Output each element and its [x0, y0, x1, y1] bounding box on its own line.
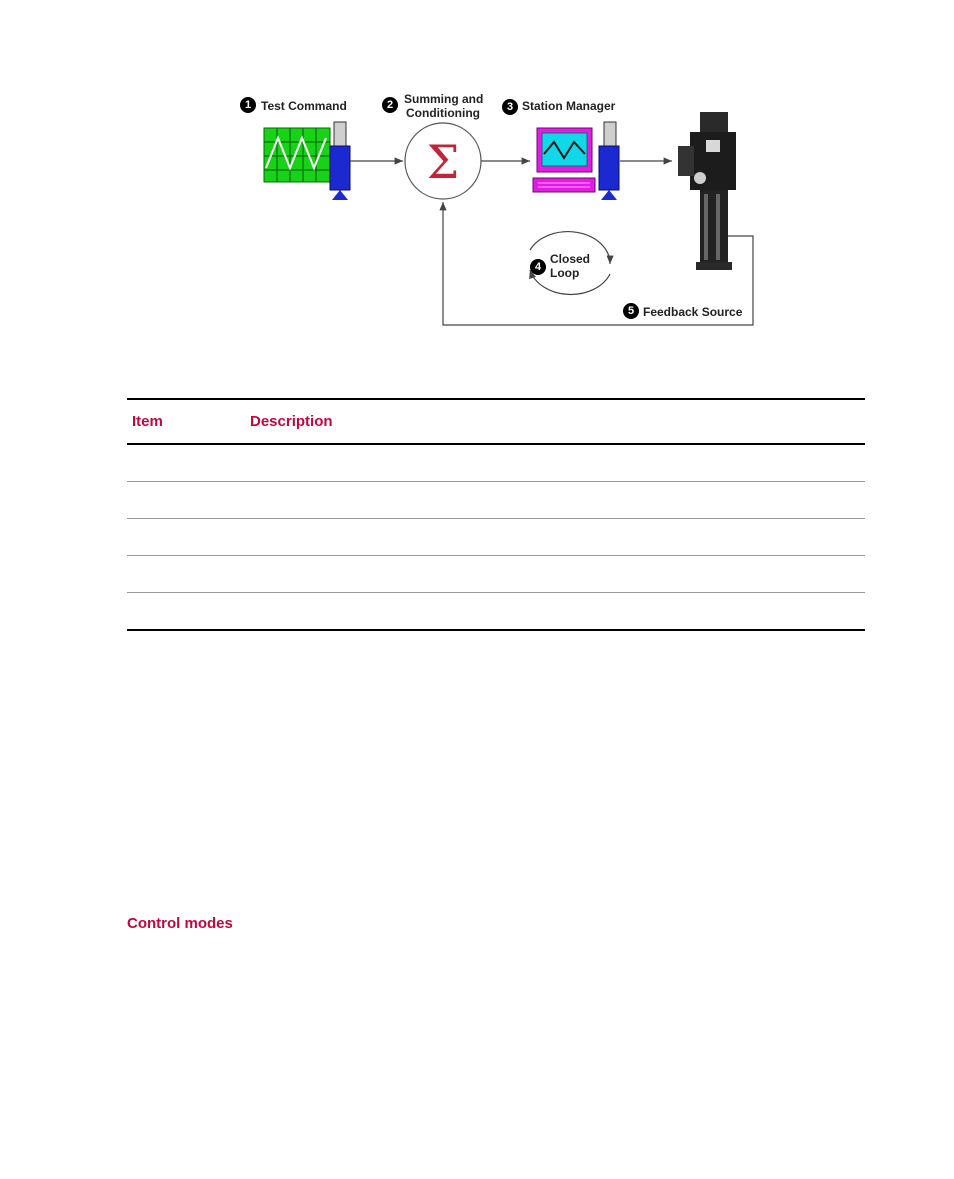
waveform-monitor-icon [264, 122, 350, 200]
table-row [127, 482, 865, 519]
section-heading-control-modes: Control modes [127, 915, 233, 932]
label-feedback-source: Feedback Source [643, 305, 743, 319]
label-closed: Closed [550, 252, 591, 266]
callout-2: 2 [382, 97, 398, 113]
callout-4: 4 [530, 259, 546, 275]
label-test-command: Test Command [261, 99, 347, 113]
table-row [127, 519, 865, 556]
callout-1: 1 [240, 97, 256, 113]
label-summing: Summing and [404, 92, 484, 106]
label-station-manager: Station Manager [522, 99, 616, 113]
sigma-symbol: Σ [426, 135, 460, 189]
item-description-table [127, 398, 865, 631]
table-row [127, 556, 865, 593]
callout-5: 5 [623, 303, 639, 319]
header-item: Item [132, 413, 163, 430]
label-conditioning: Conditioning [406, 106, 480, 120]
table-row [127, 445, 865, 482]
table-header [127, 400, 865, 445]
summing-junction-icon [405, 123, 481, 199]
hydraulic-actuator-icon [678, 112, 736, 270]
table-row [127, 593, 865, 629]
diagram-graphics [230, 86, 760, 331]
closed-loop-diagram [230, 86, 760, 331]
callout-3: 3 [502, 99, 518, 115]
computer-workstation-icon [533, 122, 619, 200]
header-description: Description [250, 413, 333, 430]
label-loop: Loop [550, 266, 580, 280]
